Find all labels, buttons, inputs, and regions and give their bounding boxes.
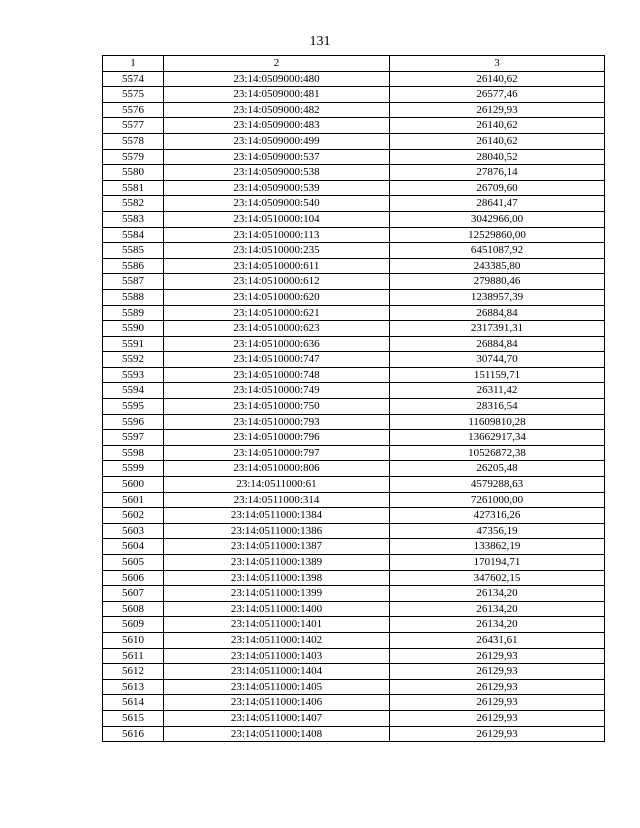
value-cell: 26129,93 <box>390 648 605 664</box>
row-number-cell: 5582 <box>103 196 164 212</box>
row-number-cell: 5600 <box>103 477 164 493</box>
value-cell: 26134,20 <box>390 586 605 602</box>
cadastral-number-cell: 23:14:0511000:1406 <box>164 695 390 711</box>
cadastral-number-cell: 23:14:0511000:1384 <box>164 508 390 524</box>
table-row <box>103 414 605 430</box>
table-row <box>103 196 605 212</box>
cadastral-number-cell: 23:14:0511000:1402 <box>164 632 390 648</box>
row-number-cell: 5605 <box>103 555 164 571</box>
value-cell: 26205,48 <box>390 461 605 477</box>
table-row <box>103 601 605 617</box>
row-number-cell: 5594 <box>103 383 164 399</box>
value-cell: 6451087,92 <box>390 243 605 259</box>
row-number-cell: 5616 <box>103 726 164 742</box>
cadastral-number-cell: 23:14:0510000:636 <box>164 336 390 352</box>
row-number-cell: 5592 <box>103 352 164 368</box>
cadastral-number-cell: 23:14:0510000:611 <box>164 258 390 274</box>
value-cell: 26311,42 <box>390 383 605 399</box>
row-number-cell: 5583 <box>103 211 164 227</box>
value-cell: 10526872,38 <box>390 445 605 461</box>
table-row <box>103 710 605 726</box>
value-cell: 26140,62 <box>390 133 605 149</box>
table-row <box>103 648 605 664</box>
page-number: 131 <box>309 34 331 49</box>
row-number-cell: 5601 <box>103 492 164 508</box>
row-number-cell: 5585 <box>103 243 164 259</box>
row-number-cell: 5611 <box>103 648 164 664</box>
value-cell: 1238957,39 <box>390 289 605 305</box>
value-cell: 26134,20 <box>390 601 605 617</box>
row-number-cell: 5610 <box>103 632 164 648</box>
row-number-cell: 5603 <box>103 523 164 539</box>
cadastral-number-cell: 23:14:0510000:612 <box>164 274 390 290</box>
row-number-cell: 5606 <box>103 570 164 586</box>
table-row <box>103 71 605 87</box>
cadastral-number-cell: 23:14:0511000:1399 <box>164 586 390 602</box>
value-cell: 26129,93 <box>390 679 605 695</box>
cadastral-number-cell: 23:14:0509000:499 <box>164 133 390 149</box>
row-number-cell: 5588 <box>103 289 164 305</box>
row-number-cell: 5579 <box>103 149 164 165</box>
value-cell: 3042966,00 <box>390 211 605 227</box>
cadastral-number-cell: 23:14:0510000:747 <box>164 352 390 368</box>
value-cell: 170194,71 <box>390 555 605 571</box>
table-row <box>103 149 605 165</box>
row-number-cell: 5586 <box>103 258 164 274</box>
cadastral-number-cell: 23:14:0511000:1404 <box>164 664 390 680</box>
table-row <box>103 695 605 711</box>
table-row <box>103 570 605 586</box>
value-cell: 30744,70 <box>390 352 605 368</box>
table-row <box>103 87 605 103</box>
cadastral-number-cell: 23:14:0510000:796 <box>164 430 390 446</box>
row-number-cell: 5612 <box>103 664 164 680</box>
row-number-cell: 5578 <box>103 133 164 149</box>
cadastral-number-cell: 23:14:0511000:314 <box>164 492 390 508</box>
row-number-cell: 5576 <box>103 102 164 118</box>
table-row <box>103 305 605 321</box>
row-number-cell: 5598 <box>103 445 164 461</box>
row-number-cell: 5584 <box>103 227 164 243</box>
header-cell-3: 3 <box>390 56 605 72</box>
table-row <box>103 274 605 290</box>
cadastral-number-cell: 23:14:0510000:235 <box>164 243 390 259</box>
table-row <box>103 180 605 196</box>
value-cell: 151159,71 <box>390 367 605 383</box>
cadastral-number-cell: 23:14:0510000:749 <box>164 383 390 399</box>
cadastral-number-cell: 23:14:0511000:1401 <box>164 617 390 633</box>
cadastral-number-cell: 23:14:0510000:623 <box>164 321 390 337</box>
table-row <box>103 461 605 477</box>
value-cell: 133862,19 <box>390 539 605 555</box>
table-row <box>103 227 605 243</box>
row-number-cell: 5602 <box>103 508 164 524</box>
row-number-cell: 5591 <box>103 336 164 352</box>
row-number-cell: 5574 <box>103 71 164 87</box>
cadastral-number-cell: 23:14:0510000:104 <box>164 211 390 227</box>
row-number-cell: 5589 <box>103 305 164 321</box>
cadastral-number-cell: 23:14:0509000:539 <box>164 180 390 196</box>
table-row <box>103 336 605 352</box>
row-number-cell: 5577 <box>103 118 164 134</box>
cadastral-number-cell: 23:14:0509000:483 <box>164 118 390 134</box>
header-cell-2: 2 <box>164 56 390 72</box>
cadastral-number-cell: 23:14:0510000:797 <box>164 445 390 461</box>
value-cell: 7261000,00 <box>390 492 605 508</box>
value-cell: 13662917,34 <box>390 430 605 446</box>
value-cell: 11609810,28 <box>390 414 605 430</box>
value-cell: 26884,84 <box>390 305 605 321</box>
value-cell: 28040,52 <box>390 149 605 165</box>
table-row <box>103 539 605 555</box>
cadastral-number-cell: 23:14:0511000:1400 <box>164 601 390 617</box>
cadastral-number-cell: 23:14:0511000:1405 <box>164 679 390 695</box>
table-row <box>103 118 605 134</box>
cadastral-number-cell: 23:14:0509000:540 <box>164 196 390 212</box>
table-row <box>103 399 605 415</box>
table-row <box>103 617 605 633</box>
cadastral-number-cell: 23:14:0510000:750 <box>164 399 390 415</box>
value-cell: 243385,80 <box>390 258 605 274</box>
value-cell: 26129,93 <box>390 695 605 711</box>
table-row <box>103 664 605 680</box>
value-cell: 12529860,00 <box>390 227 605 243</box>
table-row <box>103 367 605 383</box>
table-row <box>103 165 605 181</box>
row-number-cell: 5590 <box>103 321 164 337</box>
cadastral-number-cell: 23:14:0511000:1389 <box>164 555 390 571</box>
row-number-cell: 5614 <box>103 695 164 711</box>
table-row <box>103 133 605 149</box>
cadastral-number-cell: 23:14:0509000:481 <box>164 87 390 103</box>
value-cell: 28316,54 <box>390 399 605 415</box>
cadastral-number-cell: 23:14:0509000:537 <box>164 149 390 165</box>
cadastral-value-table <box>102 55 605 742</box>
table-row <box>103 243 605 259</box>
row-number-cell: 5608 <box>103 601 164 617</box>
value-cell: 26129,93 <box>390 102 605 118</box>
value-cell: 26129,93 <box>390 726 605 742</box>
cadastral-number-cell: 23:14:0510000:806 <box>164 461 390 477</box>
table-row <box>103 726 605 742</box>
row-number-cell: 5581 <box>103 180 164 196</box>
table-row <box>103 430 605 446</box>
value-cell: 26709,60 <box>390 180 605 196</box>
value-cell: 27876,14 <box>390 165 605 181</box>
cadastral-number-cell: 23:14:0511000:1398 <box>164 570 390 586</box>
value-cell: 26140,62 <box>390 118 605 134</box>
table-row <box>103 632 605 648</box>
row-number-cell: 5604 <box>103 539 164 555</box>
cadastral-number-cell: 23:14:0509000:480 <box>164 71 390 87</box>
cadastral-number-cell: 23:14:0511000:1408 <box>164 726 390 742</box>
value-cell: 427316,26 <box>390 508 605 524</box>
row-number-cell: 5607 <box>103 586 164 602</box>
table-row <box>103 477 605 493</box>
table-row <box>103 523 605 539</box>
cadastral-number-cell: 23:14:0511000:1403 <box>164 648 390 664</box>
cadastral-number-cell: 23:14:0510000:748 <box>164 367 390 383</box>
row-number-cell: 5597 <box>103 430 164 446</box>
table-row <box>103 492 605 508</box>
value-cell: 26129,93 <box>390 664 605 680</box>
table-row <box>103 352 605 368</box>
row-number-cell: 5593 <box>103 367 164 383</box>
cadastral-number-cell: 23:14:0510000:113 <box>164 227 390 243</box>
cadastral-number-cell: 23:14:0511000:1386 <box>164 523 390 539</box>
row-number-cell: 5580 <box>103 165 164 181</box>
table-row <box>103 321 605 337</box>
row-number-cell: 5613 <box>103 679 164 695</box>
table-body <box>103 71 605 742</box>
value-cell: 2317391,31 <box>390 321 605 337</box>
value-cell: 26431,61 <box>390 632 605 648</box>
cadastral-number-cell: 23:14:0510000:793 <box>164 414 390 430</box>
table-row <box>103 679 605 695</box>
table-row <box>103 555 605 571</box>
table-row <box>103 508 605 524</box>
row-number-cell: 5587 <box>103 274 164 290</box>
cadastral-number-cell: 23:14:0509000:538 <box>164 165 390 181</box>
table-header-row <box>103 56 605 72</box>
cadastral-number-cell: 23:14:0509000:482 <box>164 102 390 118</box>
table-row <box>103 289 605 305</box>
table-row <box>103 258 605 274</box>
row-number-cell: 5609 <box>103 617 164 633</box>
row-number-cell: 5596 <box>103 414 164 430</box>
row-number-cell: 5595 <box>103 399 164 415</box>
cadastral-number-cell: 23:14:0510000:620 <box>164 289 390 305</box>
row-number-cell: 5575 <box>103 87 164 103</box>
cadastral-number-cell: 23:14:0510000:621 <box>164 305 390 321</box>
cadastral-number-cell: 23:14:0511000:61 <box>164 477 390 493</box>
value-cell: 4579288,63 <box>390 477 605 493</box>
cadastral-number-cell: 23:14:0511000:1387 <box>164 539 390 555</box>
cadastral-number-cell: 23:14:0511000:1407 <box>164 710 390 726</box>
table-row <box>103 211 605 227</box>
table-row <box>103 445 605 461</box>
value-cell: 26884,84 <box>390 336 605 352</box>
value-cell: 28641,47 <box>390 196 605 212</box>
value-cell: 279880,46 <box>390 274 605 290</box>
table-row <box>103 102 605 118</box>
table-row <box>103 586 605 602</box>
value-cell: 47356,19 <box>390 523 605 539</box>
table-row <box>103 383 605 399</box>
row-number-cell: 5599 <box>103 461 164 477</box>
value-cell: 26577,46 <box>390 87 605 103</box>
value-cell: 347602,15 <box>390 570 605 586</box>
value-cell: 26134,20 <box>390 617 605 633</box>
row-number-cell: 5615 <box>103 710 164 726</box>
value-cell: 26140,62 <box>390 71 605 87</box>
value-cell: 26129,93 <box>390 710 605 726</box>
header-cell-1: 1 <box>103 56 164 72</box>
